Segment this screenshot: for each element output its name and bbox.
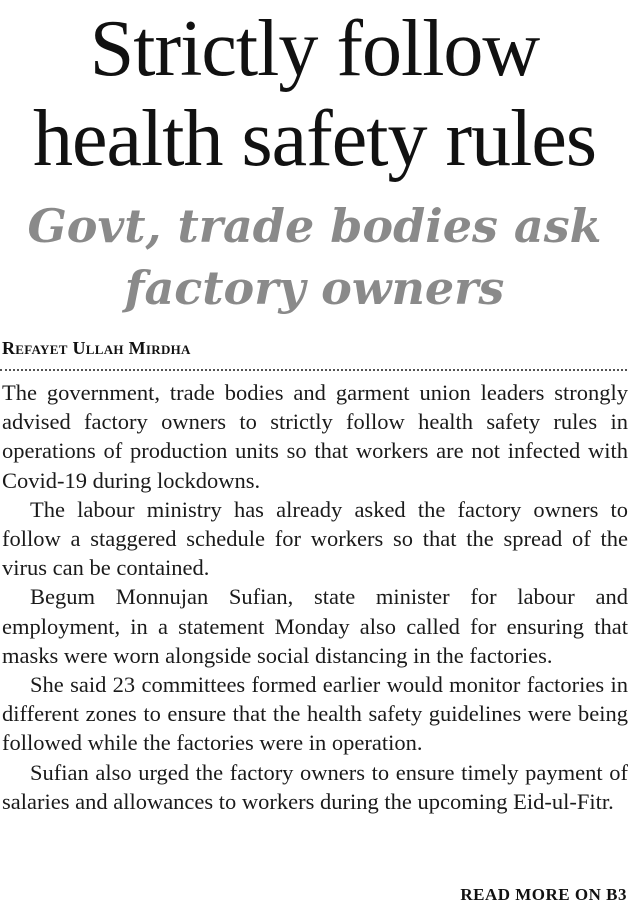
read-more-link[interactable]: READ MORE ON B3 [460,885,627,904]
paragraph-5: Sufian also urged the factory owners to ensure timely payment of salaries and allowances to workers during the upcoming Eid-ul-Fitr. [2,759,628,814]
paragraph-4: She said 23 committees formed earlier would monitor factories in different zones to ensure that the health safety guidelines were being followed while the factories were in operation. [2,672,628,756]
subheadline-line-2: factory owners [124,261,505,315]
byline: Refayet Ullah Mirdha [2,338,191,358]
headline-line-2: health safety rules [33,95,596,183]
headline [0,4,629,184]
subheadline [0,195,629,319]
dotted-divider [0,369,627,371]
paragraph-2: The labour ministry has already asked the factory owners to follow a staggered schedule for workers so that the spread of the virus can be contained. [2,496,628,581]
paragraph-1: The government, trade bodies and garment union leaders strongly advised factory owners to strictly follow health safety rules in operations of production units so that workers are not infected with Covid-19 during lockdowns. [2,380,628,493]
headline-line-1: Strictly follow [89,5,540,93]
subheadline-line-1: Govt, trade bodies ask [27,199,602,253]
paragraph-3: Begum Monnujan Sufian, state minister for labour and employment, in a statement Monday also called for ensuring that masks were worn alongside social distancing in the factories. [2,584,628,668]
article-body [2,378,628,816]
